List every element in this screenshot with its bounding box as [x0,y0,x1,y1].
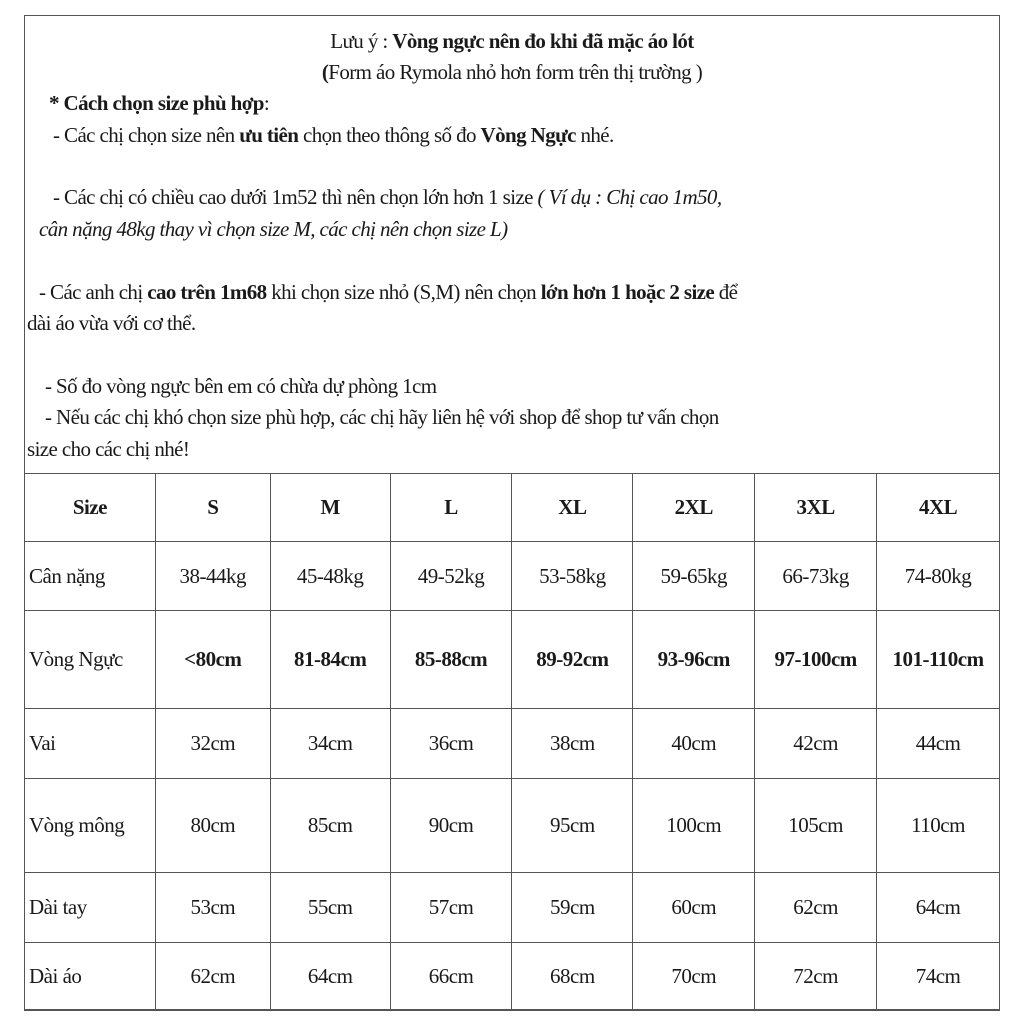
note-text: : [263,91,270,115]
note-heading [49,88,269,118]
table-cell: 53-58kg [512,542,633,611]
note-text: Lưu ý : [330,29,393,53]
note-line [53,120,614,150]
table-cell: 101-110cm [877,611,1000,709]
note-italic: cân nặng 48kg thay vì chọn size M, các chị nên chọn size L) [39,217,508,241]
row-label: Dài tay [25,873,156,943]
note-text: Form áo Rymola nhỏ hơn form trên thị trường ) [328,60,703,84]
row-label: Dài áo [25,943,156,1011]
table-header-row [25,474,1000,542]
table-cell: 93-96cm [633,611,755,709]
note-bold: cao trên 1m68 [147,280,267,304]
note-line [39,277,737,307]
table-cell: 34cm [270,709,390,779]
note-text: nhé. [575,123,614,147]
note-bold: * Cách chọn size phù hợp [49,91,264,115]
note-line [27,434,189,464]
row-label: Vai [25,709,156,779]
table-cell: 85cm [270,779,390,873]
table-cell: 42cm [755,709,877,779]
table-cell: L [390,474,512,542]
size-table [24,473,1000,1011]
table-cell: 40cm [633,709,755,779]
table-cell: 85-88cm [390,611,512,709]
note-bold: Vòng ngực nên đo khi đã mặc áo lót [392,29,694,53]
table-cell: 59cm [512,873,633,943]
table-cell: <80cm [155,611,270,709]
table-cell: 32cm [155,709,270,779]
note-text: - Các chị có chiều cao dưới 1m52 thì nên chọn lớn hơn 1 size [53,185,538,209]
table-cell: 3XL [755,474,877,542]
table-cell: 72cm [755,943,877,1011]
note-text: size cho các chị nhé! [27,437,190,461]
note-line [45,402,719,432]
table-cell: 62cm [755,873,877,943]
table-cell: 55cm [270,873,390,943]
table-cell: 2XL [633,474,755,542]
note-line [53,182,721,212]
table-row [25,779,1000,873]
table-cell: 74-80kg [877,542,1000,611]
note-bold: ưu tiên [239,123,299,147]
table-row [25,611,1000,709]
table-cell: 105cm [755,779,877,873]
note-bold: Vòng Ngực [480,123,576,147]
table-cell: 53cm [155,873,270,943]
note-line [27,308,196,338]
table-cell: M [270,474,390,542]
table-cell: 64cm [270,943,390,1011]
table-cell: S [155,474,270,542]
table-row [25,943,1000,1011]
table-cell: 59-65kg [633,542,755,611]
note-bold: ( [321,60,329,84]
note-text: - Nếu các chị khó chọn size phù hợp, các chị hãy liên hệ với shop để shop tư vấn chọn [45,405,719,429]
table-cell: 57cm [390,873,512,943]
table-cell: 74cm [877,943,1000,1011]
row-label: Vòng Ngực [25,611,156,709]
note-text: khi chọn size nhỏ (S,M) nên chọn [266,280,541,304]
note-text: chọn theo thông số đo [298,123,481,147]
table-row [25,542,1000,611]
row-label: Vòng mông [25,779,156,873]
table-cell: 70cm [633,943,755,1011]
table-cell: 97-100cm [755,611,877,709]
table-row [25,709,1000,779]
table-cell: 38-44kg [155,542,270,611]
table-cell: 36cm [390,709,512,779]
table-cell: 4XL [877,474,1000,542]
table-cell: 95cm [512,779,633,873]
note-text: - Số đo vòng ngực bên em có chừa dự phòng 1cm [45,374,437,398]
note-bold: lớn hơn 1 hoặc 2 size [540,280,715,304]
table-cell: 89-92cm [512,611,633,709]
table-cell: 60cm [633,873,755,943]
table-cell: 38cm [512,709,633,779]
table-cell: XL [512,474,633,542]
note-italic: ( Ví dụ : Chị cao 1m50, [537,185,722,209]
note-subtitle [25,57,999,87]
table-cell: 81-84cm [270,611,390,709]
table-cell: 45-48kg [270,542,390,611]
table-cell: 62cm [155,943,270,1011]
table-cell: 90cm [390,779,512,873]
note-text: - Các chị chọn size nên [53,123,240,147]
table-row [25,873,1000,943]
table-cell: 80cm [155,779,270,873]
table-cell: 66cm [390,943,512,1011]
table-cell: 64cm [877,873,1000,943]
note-title [25,26,999,56]
table-cell: 110cm [877,779,1000,873]
note-text: - Các anh chị [39,280,148,304]
table-cell: 68cm [512,943,633,1011]
table-cell: 49-52kg [390,542,512,611]
table-cell: 66-73kg [755,542,877,611]
note-line [45,371,436,401]
table-cell: 100cm [633,779,755,873]
note-line [39,214,507,244]
row-label: Size [25,474,156,542]
note-text: để [714,280,738,304]
row-label: Cân nặng [25,542,156,611]
note-text: dài áo vừa với cơ thể. [27,311,196,335]
table-cell: 44cm [877,709,1000,779]
